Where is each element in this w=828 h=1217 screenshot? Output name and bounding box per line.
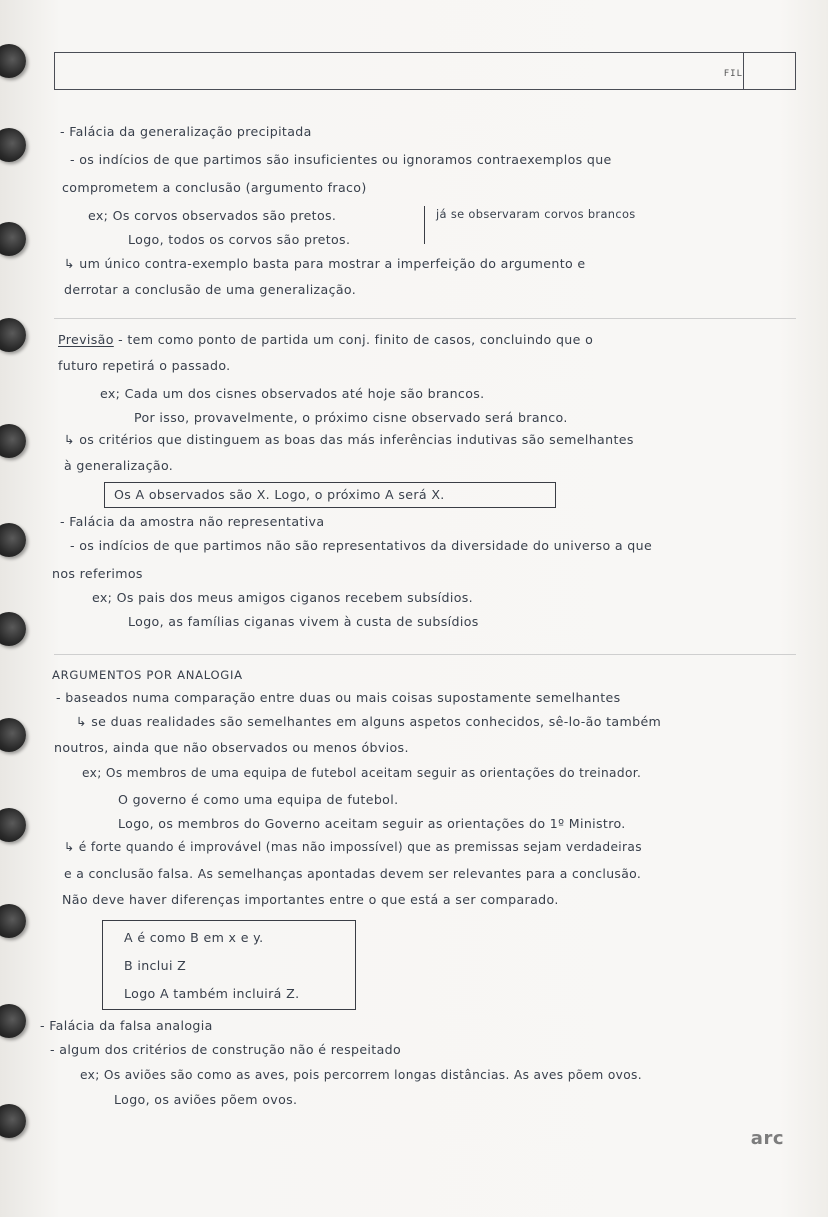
term-definition: - tem como ponto de partida um conj. finito de casos, concluindo que o (113, 332, 594, 347)
fallacy-heading: - Falácia da generalização precipitada (60, 124, 312, 139)
note-line: Não deve haver diferenças importantes entre o que está a ser comparado. (62, 892, 559, 907)
note-line: à generalização. (64, 458, 174, 473)
note-line: - os indícios de que partimos são insuficientes ou ignoramos contraexemplos que (70, 152, 612, 167)
note-line: - os indícios de que partimos não são representativos da diversidade do universo a que (70, 538, 653, 553)
note-line: comprometem a conclusão (argumento fraco) (62, 180, 367, 195)
formula-text: Logo A também incluirá Z. (124, 986, 300, 1001)
fallacy-heading: - Falácia da amostra não representativa (60, 514, 325, 529)
term-previsao: Previsão (58, 332, 114, 347)
note-line: ↳ os critérios que distinguem as boas das más inferências indutivas são semelhantes (64, 432, 634, 447)
note-line: - algum dos critérios de construção não é respeitado (50, 1042, 402, 1057)
note-line: ↳ se duas realidades são semelhantes em alguns aspetos conhecidos, sê-lo-ão também (76, 714, 662, 729)
example-line: ex; Os membros de uma equipa de futebol aceitam seguir as orientações do treinador. (82, 766, 642, 780)
example-line: ex; Os aviões são como as aves, pois percorrem longas distâncias. As aves põem ovos. (80, 1068, 642, 1082)
note-line: futuro repetirá o passado. (58, 358, 231, 373)
note-line: e a conclusão falsa. As semelhanças apontadas devem ser relevantes para a conclusão. (64, 866, 642, 881)
arc-logo: arc (750, 1128, 784, 1149)
example-line: Logo, as famílias ciganas vivem à custa de subsídios (128, 614, 479, 629)
section-divider (54, 654, 796, 655)
fallacy-heading: - Falácia da falsa analogia (40, 1018, 213, 1033)
example-line: Logo, os membros do Governo aceitam seguir as orientações do 1º Ministro. (118, 816, 626, 831)
note-line: ↳ é forte quando é improvável (mas não impossível) que as premissas sejam verdadeiras (64, 840, 642, 854)
example-line: ex; Os pais dos meus amigos ciganos recebem subsídios. (92, 590, 474, 605)
formula-text: B inclui Z (124, 958, 187, 973)
example-line: Por isso, provavelmente, o próximo cisne observado será branco. (134, 410, 568, 425)
section-divider (54, 318, 796, 319)
header-divider (743, 53, 744, 89)
note-line: nos referimos (52, 566, 143, 581)
section-title: ARGUMENTOS POR ANALOGIA (52, 668, 243, 682)
side-note: já se observaram corvos brancos (436, 207, 636, 221)
note-line: derrotar a conclusão de uma generalização. (64, 282, 357, 297)
note-line: - baseados numa comparação entre duas ou mais coisas supostamente semelhantes (56, 690, 621, 705)
note-line (58, 332, 593, 347)
example-line: ex; Cada um dos cisnes observados até hoje são brancos. (100, 386, 485, 401)
note-line: ↳ um único contra-exemplo basta para mostrar a imperfeição do argumento e (64, 256, 586, 271)
brace-mark (424, 206, 431, 244)
example-line: Logo, os aviões põem ovos. (114, 1092, 298, 1107)
note-line: noutros, ainda que não observados ou menos óbvios. (54, 740, 409, 755)
header-box (54, 52, 796, 90)
formula-text: A é como B em x e y. (124, 930, 264, 945)
example-line: O governo é como uma equipa de futebol. (118, 792, 399, 807)
formula-text: Os A observados são X. Logo, o próximo A será X. (114, 487, 445, 502)
subject-tag: FIL (723, 69, 743, 79)
example-line: Logo, todos os corvos são pretos. (128, 232, 351, 247)
example-line: ex; Os corvos observados são pretos. (88, 208, 337, 223)
